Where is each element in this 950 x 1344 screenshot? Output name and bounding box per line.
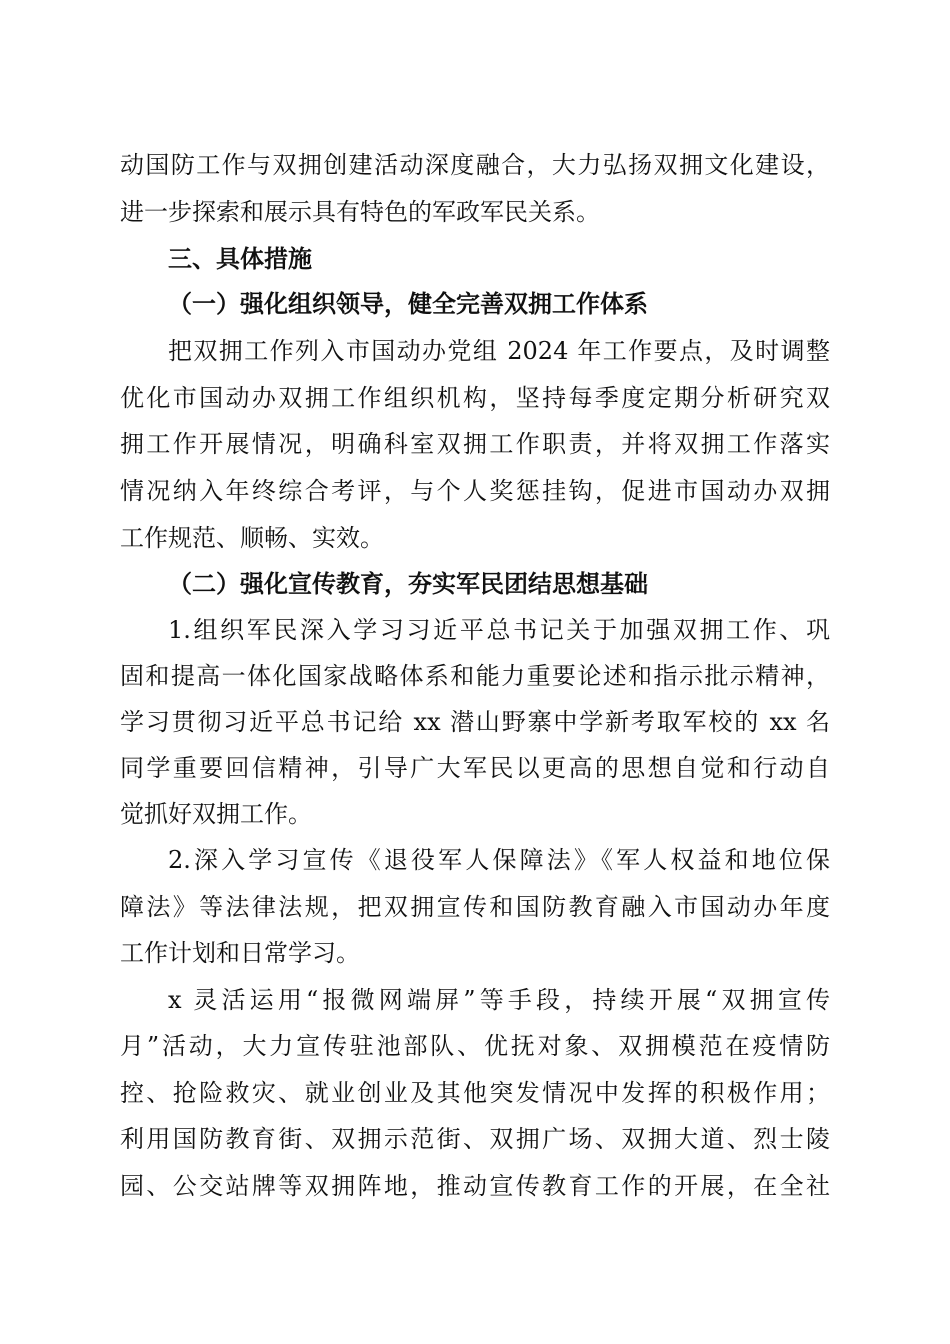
paragraph-line: 情况纳入年终综合考评，与个人奖惩挂钩，促进市国动办双拥 (120, 477, 830, 505)
paragraph-line: 学习贯彻习近平总书记给 xx 潜山野寨中学新考取军校的 xx 名 (120, 708, 830, 736)
subsection-1-heading: （一）强化组织领导，健全完善双拥工作体系 (168, 289, 648, 318)
paragraph-line: 月”活动，大力宣传驻池部队、优抚对象、双拥模范在疫情防 (120, 1032, 830, 1060)
paragraph-line: 拥工作开展情况，明确科室双拥工作职责，并将双拥工作落实 (120, 430, 830, 458)
paragraph-line: 利用国防教育街、双拥示范街、双拥广场、双拥大道、烈士陵 (120, 1125, 830, 1153)
section-heading: 三、具体措施 (168, 244, 312, 273)
paragraph-line: 把双拥工作列入市国动办党组 2024 年工作要点，及时调整 (168, 337, 830, 365)
paragraph-line: 工作规范、顺畅、实效。 (120, 524, 384, 552)
subsection-2-heading: （二）强化宣传教育，夯实军民团结思想基础 (168, 569, 648, 598)
paragraph-line: 2.深入学习宣传《退役军人保障法》《军人权益和地位保 (168, 846, 830, 874)
paragraph-line: x 灵活运用“报微网端屏”等手段，持续开展“双拥宣传 (168, 986, 830, 1014)
paragraph-line: 障法》等法律法规，把双拥宣传和国防教育融入市国动办年度 (120, 893, 830, 921)
paragraph-line: 固和提高一体化国家战略体系和能力重要论述和指示批示精神， (120, 662, 830, 690)
intro-line-2: 进一步探索和展示具有特色的军政军民关系。 (120, 198, 600, 226)
intro-line-1: 动国防工作与双拥创建活动深度融合，大力弘扬双拥文化建设， (120, 151, 830, 179)
paragraph-line: 工作计划和日常学习。 (120, 939, 360, 967)
paragraph-line: 同学重要回信精神，引导广大军民以更高的思想自觉和行动自 (120, 754, 830, 782)
paragraph-line: 园、公交站牌等双拥阵地，推动宣传教育工作的开展，在全社 (120, 1172, 830, 1200)
paragraph-line: 优化市国动办双拥工作组织机构，坚持每季度定期分析研究双 (120, 384, 830, 412)
paragraph-line: 1.组织军民深入学习习近平总书记关于加强双拥工作、巩 (168, 616, 830, 644)
paragraph-line: 觉抓好双拥工作。 (120, 800, 312, 828)
paragraph-line: 控、抢险救灾、就业创业及其他突发情况中发挥的积极作用； (120, 1079, 830, 1107)
